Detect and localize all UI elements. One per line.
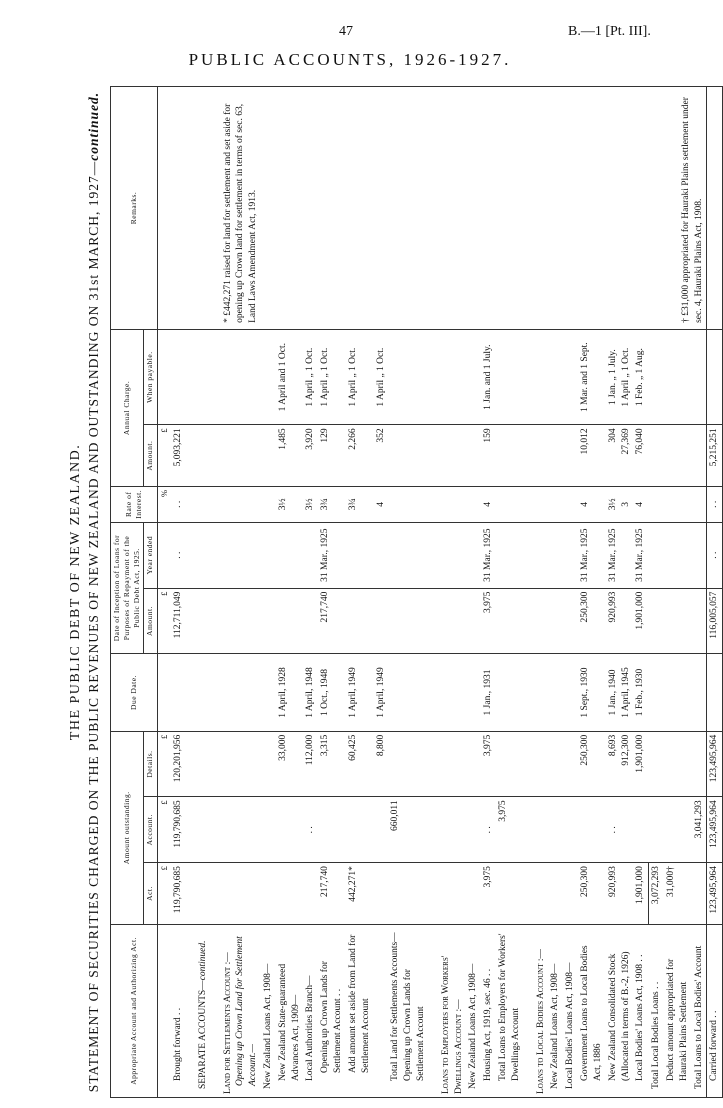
unit: % [157,486,171,522]
cell-account: 3,975 [496,797,524,863]
row-label: Land for Settlements Account :— [222,952,233,1094]
leader-dots: . . [709,1010,720,1018]
table-row [481,87,496,1098]
when-value: 1 Jan. „ 1 July. [607,349,618,406]
row-label: Local Bodies' Loans Act, 1908 [635,963,646,1081]
cell-rate: 3½ [276,486,304,522]
col-remarks: Remarks. [111,87,158,330]
table-header-row [111,87,144,1098]
cell-year: 31 Mar., 1925 [481,522,496,588]
leader-dots: . . [172,1007,183,1016]
cell-ac-amount: 352 [374,425,389,487]
remark-land: * £442,271 raised for land for settlement and set aside for opening up Crown land for settlement in terms of sec. 63, Land Laws Amendment Act, 1913. [221,87,439,330]
cell-details: 60,425 [346,731,374,797]
row-label: New Zealand Consolidated Stock (Allocated in terms of B.-2, 1926) [606,924,634,1097]
cell-inc-amount: 1,901,000 [633,588,648,654]
cell-act: 1,901,000 [633,863,648,925]
cell-due [606,654,634,731]
cell-due: 1 Oct., 1948 [318,654,346,731]
unit: £ [157,731,171,797]
due-value: 1 April, 1945 [620,667,631,718]
cell-act: 31,000† [664,863,692,925]
col-due-date: Due Date. [111,654,158,731]
debt-table [110,86,723,1098]
statement-subtitle-text: STATEMENT OF SECURITIES CHARGED ON THE PUBLIC REVENUES OF NEW ZEALAND AND OUTSTANDING ON 31st MARCH, 1927— [86,160,101,1093]
cell-year: 31 Mar., 1925 [578,522,606,588]
col-details: Details. [144,731,157,797]
remark-hauraki: † £31,000 appropriated for Hauraki Plains settlement under sec. 4, Hauraki Plains Act, 1908. [534,87,707,330]
amount-value: 304 [607,428,618,443]
cell-act: 920,993 [606,863,634,925]
cell-ac-amount: 5,215,251 [707,425,723,487]
row-label: Loans to Local Bodies Account :— [534,924,549,1097]
col-ac-amount: Amount. [144,425,157,487]
row-sublabel: Opening up Crown Land for Settlement Account.— [235,936,259,1086]
cell-account: 660,011 [388,797,428,863]
cell-due: 1 April, 1949 [346,654,374,731]
table-row [171,87,186,1098]
col-amount-outstanding: Amount outstanding. [111,731,144,924]
units-row [157,87,171,1098]
cell-details: 3,315 [318,731,346,797]
cell-act: 123,495,964 [707,863,723,925]
cell-when: 1 April „ 1 Oct. [318,329,346,424]
cell-due: 1 Jan., 1931 [481,654,496,731]
cell-when: 1 Jan. and 1 July. [481,329,496,424]
cell-when: 1 April „ 1 Oct. [346,329,374,424]
cell-due: 1 Sept., 1930 [578,654,606,731]
cell-rate: . . [707,486,723,522]
page-header [0,18,700,78]
leader-dots: . . [650,981,661,989]
unit: £ [157,588,171,654]
section-heading [196,87,211,1098]
due-value: 1 Jan., 1940 [607,669,618,716]
row-label: New Zealand State-guaranteed Advances Act, 1909— [276,924,304,1097]
row-label: Total Local Bodies Loans [650,991,661,1089]
row-label: Local Bodies' Loans Act, 1908— [563,924,578,1097]
rate-value: 3 [620,501,631,507]
row-label: Carried forward [709,1020,720,1081]
statement-subtitle [86,86,102,1098]
rate-value: 3½ [607,498,618,511]
unit: £ [157,425,171,487]
document-reference: B.—1 [Pt. III]. [568,24,651,39]
cell-rate: 4 [481,486,496,522]
col-account: Appropriate Account and Authorizing Act. [111,924,158,1097]
cell-when [606,329,634,424]
cell-inc-amount: 920,993 [606,588,634,654]
cell-when: 1 Feb. „ 1 Aug. [633,329,648,424]
cell-when: 1 April „ 1 Oct. [303,329,318,424]
cell-rate: 4 [633,486,648,522]
cell-act: 217,740 [318,863,346,925]
row-label: Total Loans to Employers for Workers' Dwellings Account [496,924,524,1097]
cell-details: 123,495,964 [707,731,723,797]
rotated-page [68,86,720,1098]
cell-details: 3,975 [481,731,496,797]
leader-dots: . . [333,988,344,996]
detail-value: 8,693 [607,734,618,757]
cell-rate [606,486,634,522]
statement-title: THE PUBLIC DEBT OF NEW ZEALAND. [68,443,83,741]
row-label: New Zealand Loans Act, 1908— [548,924,563,1097]
cell-ac-amount: 5,093,221 [171,425,186,487]
cell-account: 3,041,293 [692,797,707,863]
cell-account: . . [303,797,318,863]
cell-act: 119,790,685 [171,863,186,925]
col-date-inception: Date of Inception of Loans for Purposes of Repayment of the Public Debt Act, 1925. [111,522,144,654]
cell-inc-amount: 217,740 [318,588,346,654]
row-label: New Zealand Loans Act, 1908— [466,924,481,1097]
cell-due: 1 Feb., 1930 [633,654,648,731]
cell-rate: 4 [578,486,606,522]
cell-ac-amount: 2,266 [346,425,374,487]
cell-year: . . [171,522,186,588]
cell-ac-amount: 159 [481,425,496,487]
table-row [466,87,481,1098]
cell-rate: 3¾ [346,486,374,522]
table-row [496,87,524,1098]
cell-ac-amount: 3,920 [303,425,318,487]
cell-rate: 3¾ [318,486,346,522]
when-value: 1 April „ 1 Oct. [620,347,631,407]
cell-ac-amount: 10,012 [578,425,606,487]
cell-act: 250,300 [578,863,606,925]
row-label-continued: continued. [197,940,208,981]
col-year-ended: Year ended [144,522,157,588]
col-annual-charge: Annual Charge. [111,329,144,486]
cell-details: 33,000 [276,731,304,797]
row-label: Housing Act, 1919, sec. 46 [483,978,494,1081]
leader-dots: . . [635,954,646,962]
cell-account: . . [481,797,496,863]
cell-details: 112,000 [303,731,318,797]
cell-ac-amount: 1,485 [276,425,304,487]
cell-year: 31 Mar., 1925 [606,522,634,588]
cell-inc-amount: 112,711,049 [171,588,186,654]
detail-value: 912,300 [620,734,631,766]
row-label: Add amount set aside from Land for Settlement Account [346,924,374,1097]
cell-due: 1 April, 1949 [374,654,389,731]
cell-rate: 3½ [303,486,318,522]
cell-year: 31 Mar., 1925 [633,522,648,588]
row-label: Local Authorities Branch— [303,924,318,1097]
row-label: New Zealand Loans Act, 1908— [261,924,276,1097]
cell-year: 31 Mar., 1925 [318,522,346,588]
table-row-total [707,87,723,1098]
cell-details: 250,300 [578,731,606,797]
unit: £ [157,863,171,925]
cell-due: 1 April, 1928 [276,654,304,731]
cell-ac-amount: 129 [318,425,346,487]
row-label: SEPARATE ACCOUNTS— [197,980,208,1089]
cell-inc-amount: 3,975 [481,588,496,654]
col-act: Act. [144,863,157,925]
row-label: Total Loans to Local Bodies' Account [692,924,707,1097]
cell-account: . . [606,797,634,863]
row-label: Loans to Employers for Workers' Dwellings Account :— [439,924,467,1097]
amount-value: 27,369 [620,428,631,455]
cell-due: 1 April, 1948 [303,654,318,731]
leader-dots: . . [483,968,494,976]
unit: £ [157,797,171,863]
landscape-statement [68,86,720,1098]
row-label: Government Loans to Local Bodies Act, 1886 [578,924,606,1097]
cell-when: 1 April „ 1 Oct. [374,329,389,424]
cell-account: 119,790,685 [171,797,186,863]
statement-subtitle-suffix: continued. [86,91,101,161]
cell-rate: 4 [374,486,389,522]
cell-inc-amount: 250,300 [578,588,606,654]
col-when-payable: When payable. [144,329,157,424]
cell-details: 8,800 [374,731,389,797]
cell-year: . . [707,522,723,588]
cell-ac-amount [606,425,634,487]
col-inc-amount: Amount. [144,588,157,654]
cell-when: 1 April and 1 Oct. [276,329,304,424]
col-rate: Rate of Interest. [111,486,158,522]
row-label: Total Land for Settlements Accounts—Opening up Crown Lands for Settlement Account [388,924,428,1097]
section-heading [534,87,549,1098]
cell-details: 120,201,956 [171,731,186,797]
cell-act: 442,271* [346,863,374,925]
cell-details [606,731,634,797]
cell-details: 1,901,000 [633,731,648,797]
col-account-sub: Account. [144,797,157,863]
row-label: Deduct amount appropriated for Hauraki Plains Settlement [664,924,692,1097]
cell-ac-amount: 76,040 [633,425,648,487]
cell-rate: . . [171,486,186,522]
cell-when: 1 Mar. and 1 Sept. [578,329,606,424]
cell-inc-amount: 116,005,057 [707,588,723,654]
cell-act: 3,975 [481,863,496,925]
page-number: 47 [339,24,353,39]
row-label: Brought forward [172,1017,183,1081]
cell-account: 123,495,964 [707,797,723,863]
page-title: PUBLIC ACCOUNTS, 1926-1927. [188,50,512,69]
section-heading [221,87,261,1098]
section-heading [439,87,467,1098]
cell-act: 3,072,293 [649,863,664,925]
row-label: Opening up Crown Lands for Settlement Account [320,961,344,1073]
